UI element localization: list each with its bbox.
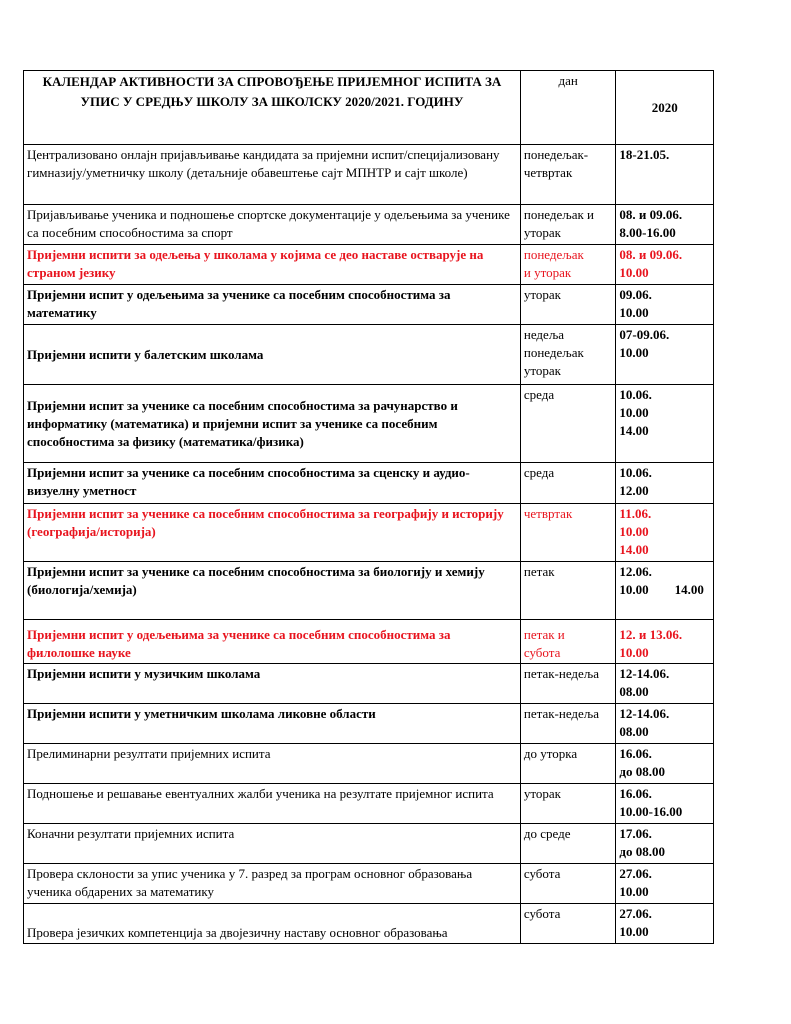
day-cell: петак (520, 562, 616, 620)
day-cell: до среде (520, 824, 616, 864)
day-column-header: дан (520, 71, 616, 145)
date-cell: 10.06. 10.00 14.00 (616, 385, 714, 463)
date-cell: 16.06. до 08.00 (616, 744, 714, 784)
activity-cell: Пријављивање ученика и подношење спортске документације у одељењима за ученике са посебним способностима за спорт (24, 205, 521, 245)
table-row (24, 325, 714, 385)
activity-cell: Пријемни испит у одељењима за ученике са посебним способностима за филолошке науке (24, 620, 521, 664)
calendar-title: КАЛЕНДАР АКТИВНОСТИ ЗА СПРОВОЂЕЊЕ ПРИЈЕМНОГ ИСПИТА ЗА УПИС У СРЕДЊУ ШКОЛУ ЗА ШКОЛСКУ 2020/2021. ГОДИНУ (24, 71, 521, 145)
day-cell: субота (520, 864, 616, 904)
day-cell: среда (520, 463, 616, 504)
day-cell: субота (520, 904, 616, 944)
day-cell: уторак (520, 784, 616, 824)
activity-cell: Централизовано онлајн пријављивање кандидата за пријемни испит/специјализовану гимназију/уметничку школу (детаљније обавештење сајт МПНТР и сајт школе) (24, 145, 521, 205)
activity-cell: Коначни резултати пријемних испита (24, 824, 521, 864)
date-cell: 08. и 09.06. 10.00 (616, 245, 714, 285)
activity-cell: Пријемни испит за ученике са посебним способностима за сценску и аудио-визуелну уметност (24, 463, 521, 504)
date-cell: 27.06. 10.00 (616, 864, 714, 904)
date-cell: 09.06. 10.00 (616, 285, 714, 325)
table-row (24, 245, 714, 285)
date-cell: 07-09.06. 10.00 (616, 325, 714, 385)
activity-cell: Пријемни испити у уметничким школама ликовне области (24, 704, 521, 744)
calendar-table (23, 70, 714, 944)
day-cell: четвртак (520, 504, 616, 562)
table-row (24, 824, 714, 864)
activity-cell: Пријемни испити у балетским школама (24, 325, 521, 385)
activity-cell: Пријемни испит за ученике са посебним способностима за рачунарство и информатику (математика) и пријемни испит за ученике са посебним способностима за физику (математика/физика) (24, 385, 521, 463)
table-row (24, 744, 714, 784)
date-cell: 11.06. 10.00 14.00 (616, 504, 714, 562)
activity-cell: Пријемни испит у одељењима за ученике са посебним способностима за математику (24, 285, 521, 325)
activity-cell: Провера језичких компетенција за двојезичну наставу основног образовања (24, 904, 521, 944)
activity-cell: Провера склоности за упис ученика у 7. разред за програм основног образовања ученика обдарених за математику (24, 864, 521, 904)
date-cell: 12-14.06. 08.00 (616, 664, 714, 704)
day-cell: петак-недеља (520, 704, 616, 744)
table-row (24, 285, 714, 325)
table-header-row (24, 71, 714, 145)
date-cell: 27.06. 10.00 (616, 904, 714, 944)
table-row (24, 463, 714, 504)
activity-cell: Пријемни испити у музичким школама (24, 664, 521, 704)
table-row (24, 784, 714, 824)
day-cell: до уторка (520, 744, 616, 784)
table-row (24, 504, 714, 562)
table-row (24, 864, 714, 904)
date-cell: 18-21.05. (616, 145, 714, 205)
table-row (24, 904, 714, 944)
activity-cell: Пријемни испити за одељења у школама у којима се део наставе остварује на страном језику (24, 245, 521, 285)
date-cell: 12.06. 10.00 14.00 (616, 562, 714, 620)
day-cell: уторак (520, 285, 616, 325)
day-cell: среда (520, 385, 616, 463)
table-row (24, 620, 714, 664)
date-cell: 08. и 09.06. 8.00-16.00 (616, 205, 714, 245)
day-cell: петак и субота (520, 620, 616, 664)
table-row (24, 145, 714, 205)
day-cell: понедељак- четвртак (520, 145, 616, 205)
date-cell: 10.06. 12.00 (616, 463, 714, 504)
date-cell: 17.06. до 08.00 (616, 824, 714, 864)
year-column-header: 2020 (616, 71, 714, 145)
day-cell: понедељак и уторак (520, 205, 616, 245)
table-row (24, 664, 714, 704)
date-cell: 16.06. 10.00-16.00 (616, 784, 714, 824)
activity-cell: Прелиминарни резултати пријемних испита (24, 744, 521, 784)
activity-cell: Подношење и решавање евентуалних жалби ученика на резултате пријемног испита (24, 784, 521, 824)
table-row (24, 205, 714, 245)
table-row (24, 704, 714, 744)
activity-cell: Пријемни испит за ученике са посебним способностима за географију и историју (географија/историја) (24, 504, 521, 562)
day-cell: понедељак и уторак (520, 245, 616, 285)
table-row (24, 562, 714, 620)
day-cell: недеља понедељак уторак (520, 325, 616, 385)
day-cell: петак-недеља (520, 664, 616, 704)
date-cell: 12. и 13.06. 10.00 (616, 620, 714, 664)
table-row (24, 385, 714, 463)
date-cell: 12-14.06. 08.00 (616, 704, 714, 744)
activity-cell: Пријемни испит за ученике са посебним способностима за биологију и хемију (биологија/хемија) (24, 562, 521, 620)
